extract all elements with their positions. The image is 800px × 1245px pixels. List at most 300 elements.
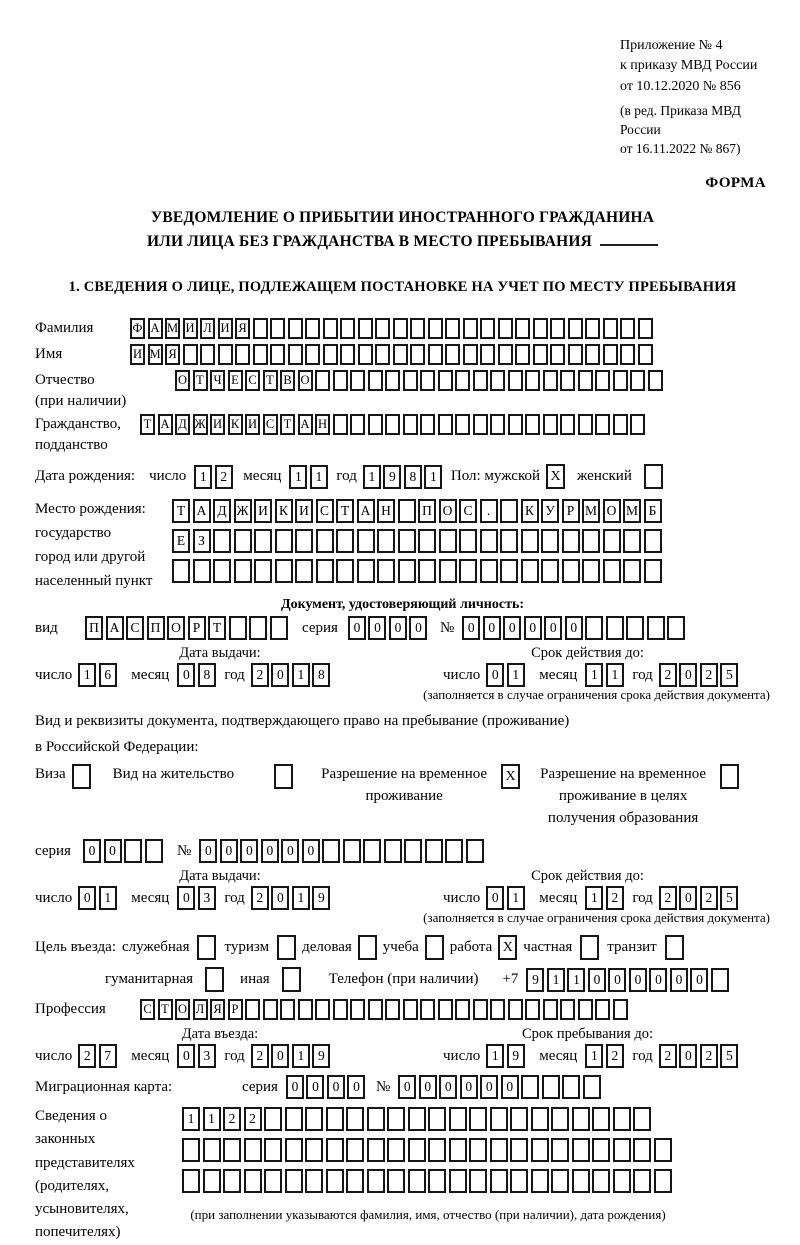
char-cell[interactable] [480, 344, 495, 365]
char-cell[interactable]: 9 [312, 886, 330, 910]
char-cell[interactable] [626, 616, 644, 640]
char-cell[interactable] [200, 344, 215, 365]
char-cell[interactable] [480, 318, 495, 339]
char-cell[interactable] [510, 1169, 528, 1193]
char-cell[interactable]: Р [228, 999, 243, 1020]
char-cell[interactable]: 1 [567, 968, 585, 992]
purpose-private-checkbox[interactable] [580, 935, 599, 960]
char-cell[interactable]: С [459, 499, 477, 523]
char-cell[interactable] [326, 1169, 344, 1193]
char-cell[interactable] [531, 1169, 549, 1193]
char-cell[interactable]: 0 [439, 1075, 457, 1099]
char-cell[interactable]: И [130, 344, 145, 365]
char-cell[interactable]: 1 [194, 465, 212, 489]
char-cell[interactable] [463, 318, 478, 339]
char-cell[interactable] [305, 1138, 323, 1162]
char-cell[interactable] [585, 318, 600, 339]
char-cell[interactable] [562, 559, 580, 583]
char-cell[interactable] [403, 999, 418, 1020]
char-cell[interactable] [298, 999, 313, 1020]
char-cell[interactable] [428, 1169, 446, 1193]
char-cell[interactable] [490, 370, 505, 391]
char-cell[interactable] [648, 370, 663, 391]
char-cell[interactable]: 1 [363, 465, 381, 489]
char-cell[interactable]: 0 [565, 616, 583, 640]
char-cell[interactable] [578, 999, 593, 1020]
char-cell[interactable] [620, 318, 635, 339]
char-cell[interactable] [473, 370, 488, 391]
char-cell[interactable]: 0 [389, 616, 407, 640]
char-cell[interactable] [644, 529, 662, 553]
char-cell[interactable] [572, 1107, 590, 1131]
char-cell[interactable] [182, 1138, 200, 1162]
char-cell[interactable]: 0 [240, 839, 258, 863]
char-cell[interactable] [245, 999, 260, 1020]
char-cell[interactable] [145, 839, 163, 863]
char-cell[interactable] [285, 1169, 303, 1193]
char-cell[interactable] [288, 344, 303, 365]
char-cell[interactable]: 0 [462, 616, 480, 640]
char-cell[interactable] [410, 344, 425, 365]
char-cell[interactable] [385, 414, 400, 435]
char-cell[interactable]: 3 [198, 886, 216, 910]
char-cell[interactable] [408, 1107, 426, 1131]
char-cell[interactable] [543, 999, 558, 1020]
char-cell[interactable]: 0 [608, 968, 626, 992]
char-cell[interactable] [711, 968, 729, 992]
char-cell[interactable] [449, 1138, 467, 1162]
purpose-business-checkbox[interactable] [358, 935, 377, 960]
char-cell[interactable] [425, 839, 443, 863]
char-cell[interactable] [326, 1107, 344, 1131]
char-cell[interactable]: М [148, 344, 163, 365]
char-cell[interactable]: К [275, 499, 293, 523]
char-cell[interactable]: Ж [193, 414, 208, 435]
char-cell[interactable]: 7 [99, 1044, 117, 1068]
char-cell[interactable] [316, 529, 334, 553]
char-cell[interactable] [368, 370, 383, 391]
char-cell[interactable] [613, 1138, 631, 1162]
char-cell[interactable] [592, 1169, 610, 1193]
char-cell[interactable]: Л [193, 999, 208, 1020]
char-cell[interactable] [350, 414, 365, 435]
char-cell[interactable] [630, 370, 645, 391]
char-cell[interactable]: 0 [486, 663, 504, 687]
char-cell[interactable]: О [298, 370, 313, 391]
char-cell[interactable]: 9 [383, 465, 401, 489]
char-cell[interactable] [525, 999, 540, 1020]
char-cell[interactable] [521, 559, 539, 583]
char-cell[interactable] [466, 839, 484, 863]
char-cell[interactable]: 0 [486, 886, 504, 910]
char-cell[interactable]: 1 [547, 968, 565, 992]
char-cell[interactable] [358, 318, 373, 339]
char-cell[interactable]: 0 [483, 616, 501, 640]
char-cell[interactable] [428, 1107, 446, 1131]
char-cell[interactable] [654, 1138, 672, 1162]
char-cell[interactable] [333, 414, 348, 435]
char-cell[interactable] [568, 318, 583, 339]
char-cell[interactable]: Ж [234, 499, 252, 523]
char-cell[interactable]: 1 [292, 663, 310, 687]
char-cell[interactable]: 1 [203, 1107, 221, 1131]
char-cell[interactable] [620, 344, 635, 365]
char-cell[interactable]: 2 [659, 886, 677, 910]
char-cell[interactable]: М [165, 318, 180, 339]
char-cell[interactable] [578, 370, 593, 391]
char-cell[interactable]: . [480, 499, 498, 523]
char-cell[interactable] [333, 370, 348, 391]
char-cell[interactable]: Т [172, 499, 190, 523]
char-cell[interactable]: И [245, 414, 260, 435]
char-cell[interactable] [562, 529, 580, 553]
char-cell[interactable] [654, 1169, 672, 1193]
char-cell[interactable] [508, 414, 523, 435]
char-cell[interactable] [550, 318, 565, 339]
char-cell[interactable] [323, 344, 338, 365]
char-cell[interactable] [541, 559, 559, 583]
char-cell[interactable] [490, 999, 505, 1020]
char-cell[interactable] [469, 1138, 487, 1162]
char-cell[interactable]: Н [315, 414, 330, 435]
char-cell[interactable] [455, 370, 470, 391]
char-cell[interactable]: 0 [199, 839, 217, 863]
char-cell[interactable] [508, 999, 523, 1020]
char-cell[interactable] [541, 529, 559, 553]
char-cell[interactable] [568, 344, 583, 365]
char-cell[interactable]: Т [158, 999, 173, 1020]
char-cell[interactable]: Е [228, 370, 243, 391]
char-cell[interactable] [172, 559, 190, 583]
char-cell[interactable] [515, 344, 530, 365]
purpose-transit-checkbox[interactable] [665, 935, 684, 960]
char-cell[interactable] [455, 999, 470, 1020]
char-cell[interactable]: 0 [503, 616, 521, 640]
char-cell[interactable] [336, 529, 354, 553]
char-cell[interactable] [500, 559, 518, 583]
char-cell[interactable] [647, 616, 665, 640]
char-cell[interactable]: Д [175, 414, 190, 435]
char-cell[interactable] [459, 559, 477, 583]
char-cell[interactable] [525, 414, 540, 435]
char-cell[interactable] [560, 414, 575, 435]
char-cell[interactable]: И [295, 499, 313, 523]
char-cell[interactable] [521, 1075, 539, 1099]
char-cell[interactable]: 2 [251, 663, 269, 687]
char-cell[interactable] [510, 1138, 528, 1162]
char-cell[interactable]: А [298, 414, 313, 435]
char-cell[interactable] [521, 529, 539, 553]
char-cell[interactable] [592, 1107, 610, 1131]
char-cell[interactable]: 1 [182, 1107, 200, 1131]
char-cell[interactable] [592, 1138, 610, 1162]
char-cell[interactable] [316, 559, 334, 583]
char-cell[interactable]: 3 [198, 1044, 216, 1068]
char-cell[interactable] [603, 529, 621, 553]
char-cell[interactable]: А [158, 414, 173, 435]
char-cell[interactable] [633, 1138, 651, 1162]
char-cell[interactable] [357, 529, 375, 553]
char-cell[interactable]: 0 [220, 839, 238, 863]
char-cell[interactable]: П [147, 616, 165, 640]
char-cell[interactable]: С [140, 999, 155, 1020]
char-cell[interactable] [244, 1169, 262, 1193]
char-cell[interactable] [449, 1169, 467, 1193]
char-cell[interactable]: 2 [700, 1044, 718, 1068]
char-cell[interactable] [305, 344, 320, 365]
char-cell[interactable] [439, 529, 457, 553]
char-cell[interactable] [531, 1138, 549, 1162]
char-cell[interactable]: 0 [83, 839, 101, 863]
char-cell[interactable]: 2 [223, 1107, 241, 1131]
char-cell[interactable]: 0 [679, 663, 697, 687]
char-cell[interactable] [213, 559, 231, 583]
char-cell[interactable] [490, 1138, 508, 1162]
char-cell[interactable]: 1 [606, 663, 624, 687]
char-cell[interactable]: 2 [215, 465, 233, 489]
char-cell[interactable] [384, 839, 402, 863]
char-cell[interactable] [638, 318, 653, 339]
char-cell[interactable]: 1 [99, 886, 117, 910]
char-cell[interactable]: 0 [368, 616, 386, 640]
char-cell[interactable] [336, 559, 354, 583]
char-cell[interactable] [377, 559, 395, 583]
char-cell[interactable]: 5 [720, 886, 738, 910]
char-cell[interactable]: Д [213, 499, 231, 523]
char-cell[interactable]: 0 [281, 839, 299, 863]
char-cell[interactable] [280, 999, 295, 1020]
char-cell[interactable] [368, 414, 383, 435]
char-cell[interactable]: 0 [524, 616, 542, 640]
char-cell[interactable]: С [126, 616, 144, 640]
char-cell[interactable] [418, 529, 436, 553]
char-cell[interactable]: Ф [130, 318, 145, 339]
char-cell[interactable]: Н [377, 499, 395, 523]
char-cell[interactable] [531, 1107, 549, 1131]
purpose-study-checkbox[interactable] [425, 935, 444, 960]
char-cell[interactable] [182, 1169, 200, 1193]
char-cell[interactable] [363, 839, 381, 863]
char-cell[interactable] [498, 344, 513, 365]
char-cell[interactable] [572, 1169, 590, 1193]
char-cell[interactable] [203, 1169, 221, 1193]
char-cell[interactable] [508, 370, 523, 391]
char-cell[interactable]: 0 [419, 1075, 437, 1099]
char-cell[interactable] [254, 529, 272, 553]
char-cell[interactable] [551, 1169, 569, 1193]
char-cell[interactable]: 1 [78, 663, 96, 687]
char-cell[interactable]: П [85, 616, 103, 640]
char-cell[interactable]: Ч [210, 370, 225, 391]
char-cell[interactable] [275, 559, 293, 583]
char-cell[interactable]: К [228, 414, 243, 435]
char-cell[interactable] [408, 1138, 426, 1162]
purpose-other-checkbox[interactable] [282, 967, 301, 992]
char-cell[interactable] [543, 370, 558, 391]
char-cell[interactable] [223, 1169, 241, 1193]
char-cell[interactable] [295, 559, 313, 583]
char-cell[interactable] [613, 1169, 631, 1193]
char-cell[interactable] [367, 1169, 385, 1193]
char-cell[interactable] [213, 529, 231, 553]
char-cell[interactable]: 5 [720, 1044, 738, 1068]
char-cell[interactable] [533, 318, 548, 339]
char-cell[interactable] [562, 1075, 580, 1099]
char-cell[interactable]: М [582, 499, 600, 523]
char-cell[interactable] [595, 370, 610, 391]
char-cell[interactable] [582, 529, 600, 553]
char-cell[interactable] [473, 414, 488, 435]
char-cell[interactable]: 1 [507, 886, 525, 910]
char-cell[interactable]: З [193, 529, 211, 553]
char-cell[interactable] [582, 559, 600, 583]
char-cell[interactable] [585, 616, 603, 640]
char-cell[interactable]: Р [188, 616, 206, 640]
char-cell[interactable] [543, 414, 558, 435]
char-cell[interactable]: 8 [312, 663, 330, 687]
char-cell[interactable] [500, 529, 518, 553]
char-cell[interactable] [295, 529, 313, 553]
char-cell[interactable]: О [603, 499, 621, 523]
char-cell[interactable]: 0 [588, 968, 606, 992]
char-cell[interactable] [398, 559, 416, 583]
char-cell[interactable] [445, 344, 460, 365]
char-cell[interactable] [235, 344, 250, 365]
char-cell[interactable] [428, 1138, 446, 1162]
char-cell[interactable] [385, 370, 400, 391]
char-cell[interactable] [218, 344, 233, 365]
char-cell[interactable] [408, 1169, 426, 1193]
char-cell[interactable] [595, 414, 610, 435]
char-cell[interactable]: 1 [292, 1044, 310, 1068]
char-cell[interactable] [623, 529, 641, 553]
char-cell[interactable]: 2 [78, 1044, 96, 1068]
char-cell[interactable] [288, 318, 303, 339]
char-cell[interactable]: 0 [690, 968, 708, 992]
char-cell[interactable] [603, 559, 621, 583]
char-cell[interactable] [249, 616, 267, 640]
char-cell[interactable] [438, 414, 453, 435]
char-cell[interactable] [606, 616, 624, 640]
char-cell[interactable] [595, 999, 610, 1020]
char-cell[interactable] [490, 1107, 508, 1131]
char-cell[interactable]: А [357, 499, 375, 523]
char-cell[interactable] [578, 414, 593, 435]
char-cell[interactable]: 0 [261, 839, 279, 863]
char-cell[interactable]: П [418, 499, 436, 523]
char-cell[interactable] [525, 370, 540, 391]
char-cell[interactable] [420, 999, 435, 1020]
char-cell[interactable]: 1 [585, 886, 603, 910]
char-cell[interactable]: Я [165, 344, 180, 365]
char-cell[interactable] [229, 616, 247, 640]
char-cell[interactable] [420, 370, 435, 391]
char-cell[interactable] [410, 318, 425, 339]
char-cell[interactable] [428, 344, 443, 365]
char-cell[interactable] [463, 344, 478, 365]
char-cell[interactable]: 0 [629, 968, 647, 992]
char-cell[interactable]: 0 [271, 1044, 289, 1068]
char-cell[interactable]: 0 [679, 1044, 697, 1068]
char-cell[interactable] [244, 1138, 262, 1162]
char-cell[interactable] [438, 999, 453, 1020]
char-cell[interactable]: Я [235, 318, 250, 339]
char-cell[interactable] [358, 344, 373, 365]
char-cell[interactable] [551, 1107, 569, 1131]
char-cell[interactable]: 0 [271, 886, 289, 910]
char-cell[interactable] [490, 414, 505, 435]
char-cell[interactable]: 5 [720, 663, 738, 687]
char-cell[interactable]: Т [140, 414, 155, 435]
char-cell[interactable]: 1 [486, 1044, 504, 1068]
char-cell[interactable] [393, 318, 408, 339]
char-cell[interactable] [285, 1138, 303, 1162]
char-cell[interactable]: В [280, 370, 295, 391]
char-cell[interactable] [350, 370, 365, 391]
char-cell[interactable]: 9 [526, 968, 544, 992]
char-cell[interactable]: Т [193, 370, 208, 391]
char-cell[interactable]: А [148, 318, 163, 339]
char-cell[interactable]: О [439, 499, 457, 523]
char-cell[interactable]: 1 [424, 465, 442, 489]
char-cell[interactable] [583, 1075, 601, 1099]
char-cell[interactable] [533, 344, 548, 365]
char-cell[interactable] [455, 414, 470, 435]
char-cell[interactable]: 1 [585, 1044, 603, 1068]
char-cell[interactable] [234, 559, 252, 583]
char-cell[interactable]: 6 [99, 663, 117, 687]
char-cell[interactable] [275, 529, 293, 553]
char-cell[interactable]: Т [280, 414, 295, 435]
char-cell[interactable]: Б [644, 499, 662, 523]
purpose-tourism-checkbox[interactable] [277, 935, 296, 960]
char-cell[interactable] [644, 559, 662, 583]
char-cell[interactable] [439, 559, 457, 583]
char-cell[interactable] [285, 1107, 303, 1131]
purpose-official-checkbox[interactable] [197, 935, 216, 960]
char-cell[interactable]: 0 [348, 616, 366, 640]
char-cell[interactable] [264, 1138, 282, 1162]
char-cell[interactable] [418, 559, 436, 583]
char-cell[interactable]: О [167, 616, 185, 640]
char-cell[interactable]: 2 [606, 1044, 624, 1068]
char-cell[interactable]: К [521, 499, 539, 523]
char-cell[interactable]: 2 [251, 1044, 269, 1068]
char-cell[interactable] [403, 414, 418, 435]
char-cell[interactable]: И [254, 499, 272, 523]
purpose-humanitarian-checkbox[interactable] [205, 967, 224, 992]
char-cell[interactable] [473, 999, 488, 1020]
char-cell[interactable] [343, 839, 361, 863]
char-cell[interactable] [375, 318, 390, 339]
char-cell[interactable] [340, 344, 355, 365]
char-cell[interactable] [393, 344, 408, 365]
char-cell[interactable] [253, 318, 268, 339]
char-cell[interactable] [387, 1138, 405, 1162]
char-cell[interactable] [377, 529, 395, 553]
char-cell[interactable] [263, 999, 278, 1020]
char-cell[interactable]: 1 [292, 886, 310, 910]
char-cell[interactable]: 9 [507, 1044, 525, 1068]
char-cell[interactable] [667, 616, 685, 640]
residence-permit-checkbox[interactable] [274, 764, 293, 789]
char-cell[interactable]: И [210, 414, 225, 435]
char-cell[interactable]: А [193, 499, 211, 523]
char-cell[interactable]: Е [172, 529, 190, 553]
char-cell[interactable]: С [263, 414, 278, 435]
char-cell[interactable] [449, 1107, 467, 1131]
char-cell[interactable]: 0 [286, 1075, 304, 1099]
